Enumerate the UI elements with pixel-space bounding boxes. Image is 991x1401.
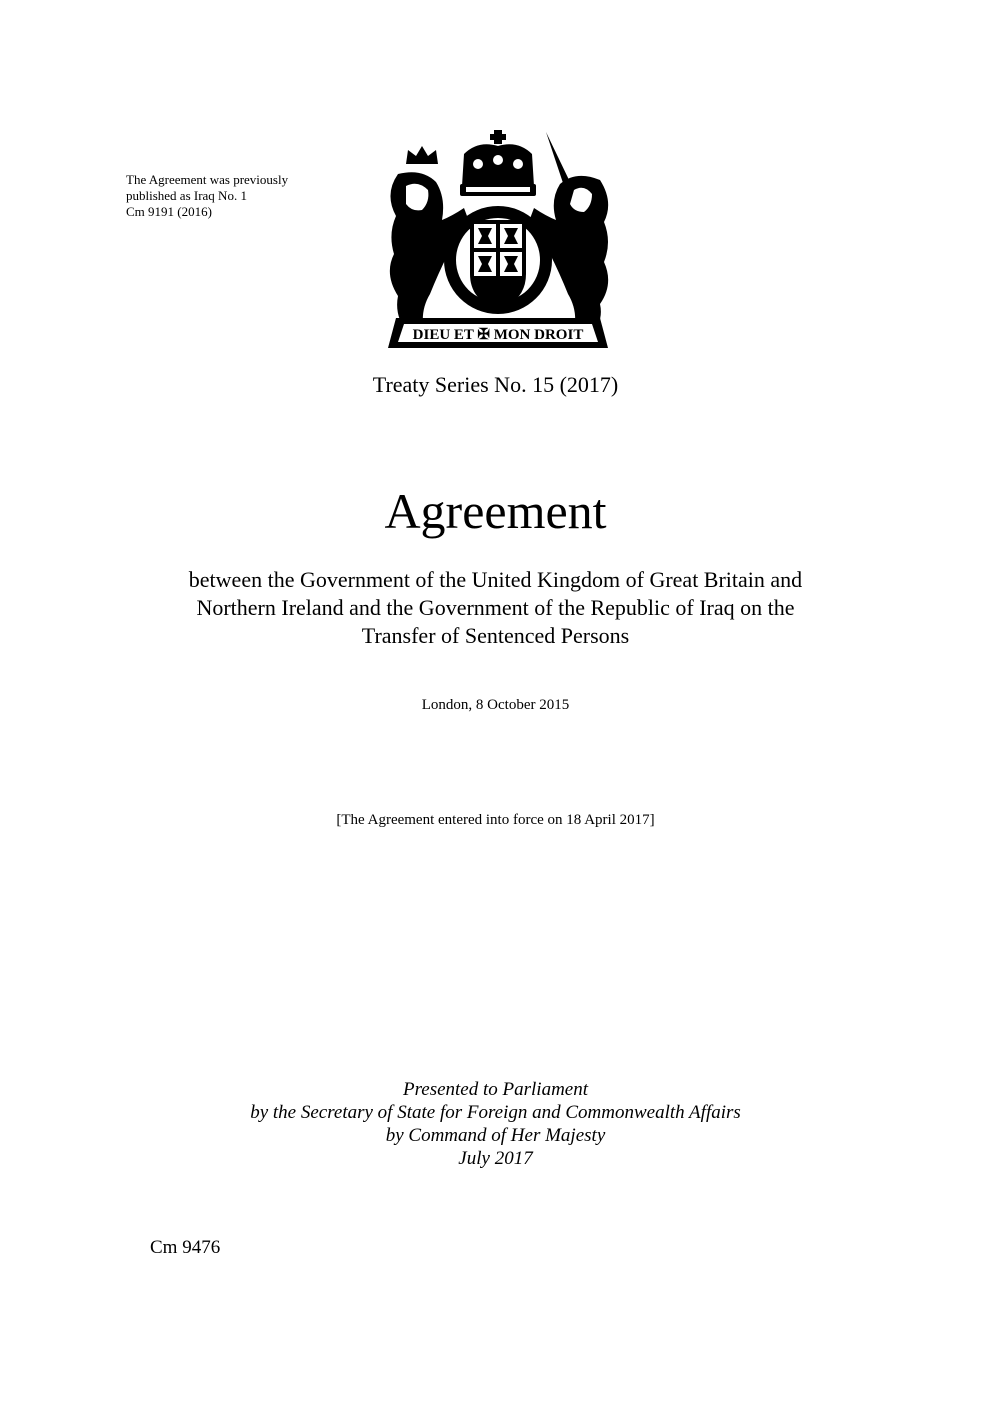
presentation-line: by Command of Her Majesty	[385, 1125, 606, 1146]
document-title: Agreement	[384, 483, 607, 539]
subtitle-line: Northern Ireland and the Government of the Republic of Iraq on the	[196, 595, 795, 620]
presentation-line: by the Secretary of State for Foreign and Commonwealth Affairs	[250, 1102, 741, 1123]
subtitle-line: between the Government of the United Kingdom of Great Britain and	[188, 567, 803, 592]
previous-publication-note	[126, 172, 366, 220]
presentation-line: July 2017	[458, 1148, 533, 1169]
treaty-series-number: Treaty Series No. 15 (2017)	[372, 372, 619, 397]
entry-into-force-note: [The Agreement entered into force on 18 April 2017]	[336, 812, 655, 828]
previous-publication-line: published as Iraq No. 1	[126, 188, 247, 203]
previous-publication-line: The Agreement was previously	[126, 172, 289, 187]
previous-publication-line: Cm 9191 (2016)	[126, 204, 212, 219]
command-paper-number: Cm 9476	[150, 1237, 221, 1258]
presentation-line: Presented to Parliament	[402, 1079, 589, 1100]
subtitle-line: Transfer of Sentenced Persons	[361, 623, 630, 648]
agreement-subtitle	[0, 566, 991, 650]
presentation-statement	[0, 1078, 991, 1170]
svg-text:DIEU ET ✠ MON DROIT: DIEU ET ✠ MON DROIT	[412, 327, 584, 343]
royal-coat-of-arms-icon	[378, 124, 618, 364]
signing-place-date: London, 8 October 2015	[421, 697, 570, 713]
